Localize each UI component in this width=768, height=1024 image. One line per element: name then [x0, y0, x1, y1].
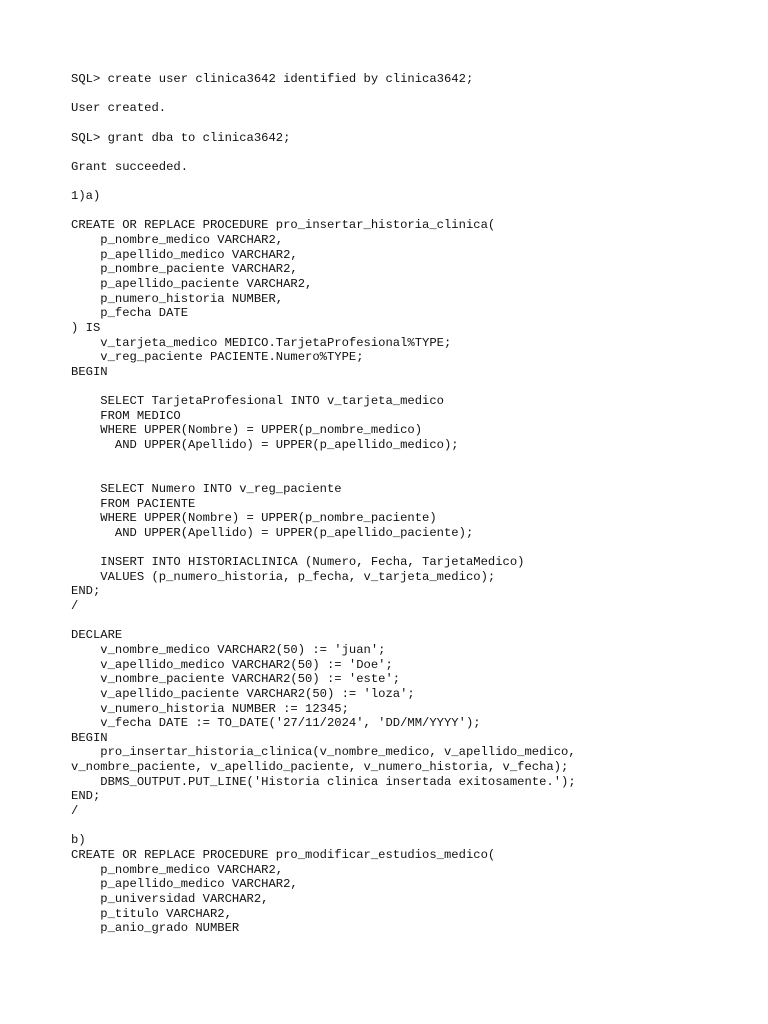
code-line: v_apellido_paciente VARCHAR2(50) := 'loza';	[71, 686, 415, 701]
blank-line	[71, 116, 751, 131]
code-line: SQL> grant dba to clinica3642;	[71, 130, 291, 145]
code-line: 1)a)	[71, 189, 101, 204]
code-line: p_apellido_medico VARCHAR2,	[71, 877, 298, 892]
code-line: SELECT TarjetaProfesional INTO v_tarjeta_medico	[71, 394, 444, 409]
blank-line	[71, 614, 751, 629]
code-line: v_tarjeta_medico MEDICO.TarjetaProfesional%TYPE;	[71, 335, 452, 350]
code-line: ) IS	[71, 320, 101, 335]
code-line: END;	[71, 584, 101, 599]
code-line: v_fecha DATE := TO_DATE('27/11/2024', 'DD/MM/YYYY');	[71, 716, 481, 731]
code-line: User created.	[71, 101, 167, 116]
document-page	[71, 72, 751, 936]
code-line: END;	[71, 789, 101, 804]
code-line: p_universidad VARCHAR2,	[71, 891, 269, 906]
code-line: p_fecha DATE	[71, 306, 189, 321]
code-line: b)	[71, 833, 86, 848]
code-line: v_nombre_medico VARCHAR2(50) := 'juan';	[71, 642, 386, 657]
code-line: pro_insertar_historia_clinica(v_nombre_medico, v_apellido_medico,	[71, 745, 576, 760]
blank-line	[71, 541, 751, 556]
blank-line	[71, 204, 751, 219]
code-line: BEGIN	[71, 730, 108, 745]
code-line: /	[71, 804, 79, 819]
code-line: WHERE UPPER(Nombre) = UPPER(p_nombre_paciente)	[71, 511, 437, 526]
code-line: SQL> create user clinica3642 identified by clinica3642;	[71, 72, 474, 86]
code-line: p_nombre_medico VARCHAR2,	[71, 862, 284, 877]
code-line: p_nombre_paciente VARCHAR2,	[71, 262, 298, 277]
code-line: p_nombre_medico VARCHAR2,	[71, 233, 284, 248]
sql-code-block	[71, 72, 751, 936]
code-line: WHERE UPPER(Nombre) = UPPER(p_nombre_medico)	[71, 423, 423, 438]
blank-line	[71, 453, 751, 468]
code-line: FROM PACIENTE	[71, 496, 196, 511]
code-line: BEGIN	[71, 364, 108, 379]
code-line: p_titulo VARCHAR2,	[71, 906, 232, 921]
code-line: AND UPPER(Apellido) = UPPER(p_apellido_paciente);	[71, 525, 474, 540]
code-line: FROM MEDICO	[71, 408, 181, 423]
code-line: p_apellido_medico VARCHAR2,	[71, 247, 298, 262]
code-line: AND UPPER(Apellido) = UPPER(p_apellido_medico);	[71, 438, 459, 453]
code-line: CREATE OR REPLACE PROCEDURE pro_modificar_estudios_medico(	[71, 847, 496, 862]
code-line: p_anio_grado NUMBER	[71, 921, 240, 936]
code-line: CREATE OR REPLACE PROCEDURE pro_insertar_historia_clinica(	[71, 218, 496, 233]
blank-line	[71, 467, 751, 482]
code-line: v_nombre_paciente, v_apellido_paciente, v_numero_historia, v_fecha);	[71, 760, 569, 775]
blank-line	[71, 87, 751, 102]
blank-line	[71, 379, 751, 394]
blank-line	[71, 819, 751, 834]
code-line: v_numero_historia NUMBER := 12345;	[71, 701, 349, 716]
blank-line	[71, 174, 751, 189]
code-line: DBMS_OUTPUT.PUT_LINE('Historia clinica insertada exitosamente.');	[71, 774, 576, 789]
code-line: p_apellido_paciente VARCHAR2,	[71, 276, 313, 291]
code-line: p_numero_historia NUMBER,	[71, 291, 284, 306]
code-line: DECLARE	[71, 628, 123, 643]
code-line: SELECT Numero INTO v_reg_paciente	[71, 481, 342, 496]
code-line: v_nombre_paciente VARCHAR2(50) := 'este';	[71, 672, 401, 687]
blank-line	[71, 145, 751, 160]
code-line: /	[71, 599, 79, 614]
code-line: VALUES (p_numero_historia, p_fecha, v_tarjeta_medico);	[71, 569, 496, 584]
code-line: INSERT INTO HISTORIACLINICA (Numero, Fecha, TarjetaMedico)	[71, 555, 525, 570]
code-line: v_reg_paciente PACIENTE.Numero%TYPE;	[71, 350, 364, 365]
code-line: Grant succeeded.	[71, 159, 189, 174]
code-line: v_apellido_medico VARCHAR2(50) := 'Doe';	[71, 657, 393, 672]
